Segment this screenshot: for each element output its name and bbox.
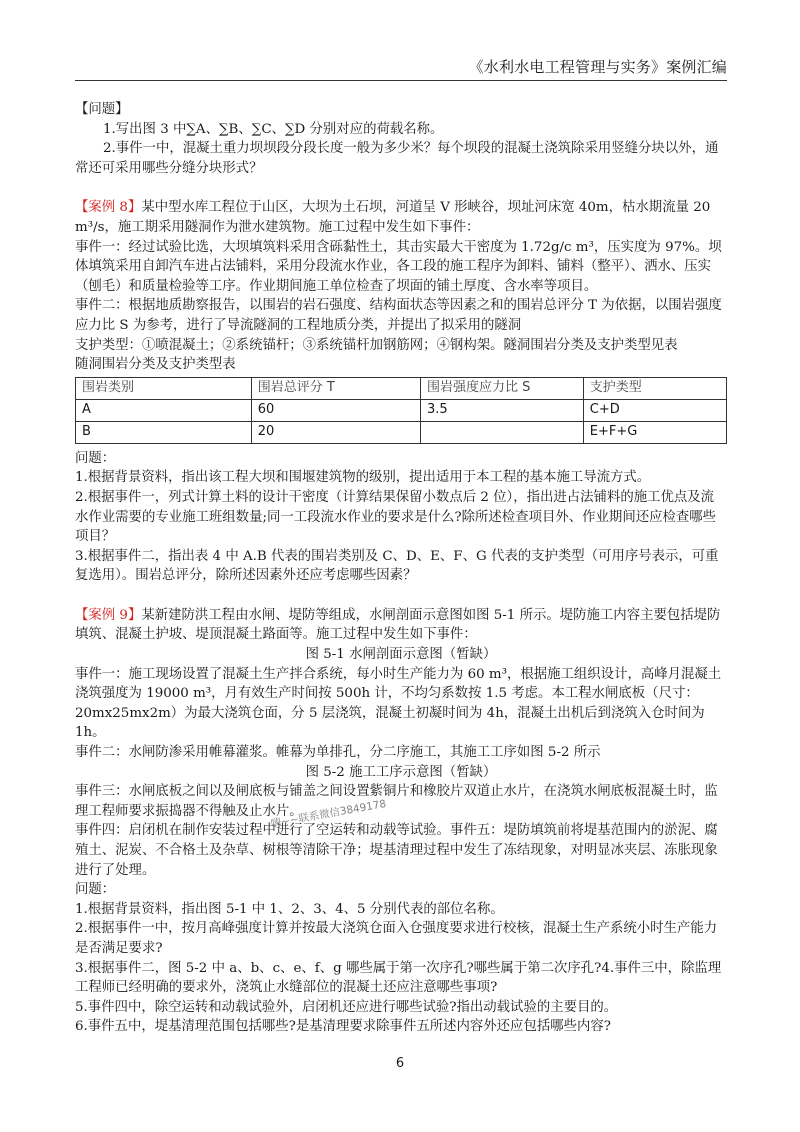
header-divider [75, 80, 727, 81]
figure-caption: 图 5-1 水闸剖面示意图（暂缺） [305, 647, 497, 663]
spacer [75, 586, 727, 606]
questions-heading: 问题： [75, 450, 116, 466]
question-item: 1.根据背景资料，指出该工程大坝和围堰建筑物的级别，提出适用于本工程的基本施工导流方式。 [75, 470, 651, 486]
table-row [76, 399, 727, 421]
table-cell: 20 [251, 421, 420, 443]
case-9-event-1: 事件一：施工现场设置了混凝土生产拌合系统，每小时生产能力为 60 m³，根据施工组织设计，高峰月混凝土浇筑强度为 19000 m³，月有效生产时间按 500h 计，不均匀系数按 1.5 考虑。本工程水闸底板（尺寸：20mx25mx2m）为最大浇筑仓面，分 5 层浇筑，混凝土初凝时间为 4h，混凝土出机后到浇筑入仓时间为 1h。 [75, 666, 722, 741]
questions-heading: 【问题】 [75, 102, 129, 117]
table-cell: A [76, 399, 252, 421]
question-item: 3.根据事件二，指出表 4 中 A.B 代表的围岩类别及 C、D、E、F、G 代表的支护类型（可用序号表示，可重复选用）。围岩总评分，除所述因素外还应考虑哪些因素？ [75, 548, 719, 584]
question-item: 5.事件四中，除空运转和动载试验外，启闭机还应进行哪些试验?指出动载试验的主要目的。 [75, 999, 618, 1015]
case-8-intro-text: 某中型水库工程位于山区，大坝为土石坝，河道呈 V 形峡谷，坝址河床宽 40m，枯水期流量 20 m³/s，施工期采用隧洞作为泄水建筑物。施工过程中发生如下事件： [75, 200, 711, 235]
page-number: 6 [395, 1056, 405, 1071]
case-9-event-2: 事件二：水闸防渗采用帷幕灌浆。帷幕为单排孔，分二序施工，其施工工序如图 5-2 所示 [75, 745, 601, 761]
question-item: 2.事件一中，混凝土重力坝坝段分段长度一般为多少米？每个坝段的混凝土浇筑除采用竖缝分块以外，通常还可采用哪些分缝分块形式？ [75, 141, 719, 176]
question-item: 3.根据事件二，图 5-2 中 a、b、c、e、f、g 哪些属于第一次序孔?哪些属于第二次序孔?4.事件三中，除监理工程师已经明确的要求外，浇筑止水缝部位的混凝土还应注意哪些事项? [75, 960, 722, 996]
case-8-tag: 【案例 8】 [75, 200, 142, 216]
question-item: 1.写出图 3 中∑A、∑B、∑C、∑D 分别对应的荷载名称。 [103, 121, 444, 137]
watermark-text: 嗨~~联系微信3849178 [269, 797, 388, 831]
question-item: 2.根据事件一，列式计算土料的设计干密度（计算结果保留小数点后 2 位），指出进占法铺料的施工优点及流水作业需要的专业施工班组数量;同一工段流水作业的要求是什么?除所述检查项目外、作业期间还应检查哪些项目？ [75, 489, 717, 545]
spacer [75, 178, 727, 198]
table-row [76, 421, 727, 443]
table-cell [421, 421, 584, 443]
case-9-intro [75, 606, 727, 645]
question-item: 1.根据背景资料，指出图 5-1 中 1、2、3、4、5 分别代表的部位名称。 [75, 901, 504, 917]
question-item: 6.事件五中，堤基清理范围包括哪些?是基清理要求除事件五所述内容外还应包括哪些内容? [75, 1019, 611, 1035]
questions-heading: 问题： [75, 882, 116, 898]
case-9-event-3: 事件三：水闸底板之间以及闸底板与铺盖之间设置紫铜片和橡胶片双道止水片，在浇筑水闸底板混凝土时，监理工程师要求振捣器不得触及止水片。 [75, 784, 718, 819]
table-header-row [76, 377, 727, 399]
table-cell: E+F+G [583, 421, 726, 443]
table-cell: B [76, 421, 252, 443]
table-header-cell: 支护类型 [583, 377, 726, 399]
table-caption: 随洞围岩分类及支护类型表 [75, 357, 236, 373]
question-item: 2.根据事件一中，按月高峰强度计算并按最大浇筑仓面入仓强度要求进行校核，混凝土生产系统小时生产能力是否满足要求? [75, 921, 718, 956]
table-cell: 60 [251, 399, 420, 421]
page-content [75, 100, 727, 1037]
table-cell: C+D [583, 399, 726, 421]
case-8-event-2: 事件二：根据地质勘察报告，以围岩的岩石强度、结构面状态等因素之和的围岩总评分 T 为依据，以围岩强度应力比 S 为参考，进行了导流隧洞的工程地质分类，并提出了拟采用的隧洞 [75, 298, 722, 333]
case-9-event-4-5: 事件四：启闭机在制作安装过程中进行了空运转和动载等试验。事件五：堤防填筑前将堤基范围内的淤泥、腐殖土、泥炭、不合格土及杂草、树根等清除干净；堤基清理过程中发生了冻结现象，对明显冰夹层、冻胀现象进行了处理。 [75, 823, 718, 878]
running-header: 《水利水电工程管理与实务》案例汇编 [468, 58, 727, 76]
table-header-cell: 围岩类别 [76, 377, 252, 399]
case-8-event-1: 事件一：经过试验比选，大坝填筑料采用含砾黏性土，其击实最大干密度为 1.72g/c m³，压实度为 97%。坝体填筑采用自卸汽车进占法铺料，采用分段流水作业，各工段的施工程序为卸料、铺料（整平）、洒水、压实（刨毛）和质量检验等工序。作业期间施工单位检查了坝面的铺土厚度、含水率等项目。 [75, 239, 722, 294]
case-9-tag: 【案例 9】 [75, 607, 142, 623]
case-9-intro-text: 某新建防洪工程由水闸、堤防等组成，水闸剖面示意图如图 5-1 所示。堤防施工内容主要包括堤防填筑、混凝土护坡、堤顶混凝土路面等。施工过程中发生如下事件： [75, 607, 721, 643]
table-header-cell: 围岩总评分 T [251, 377, 420, 399]
case-8-support-types: 支护类型：①喷混凝土；②系统锚杆；③系统锚杆加钢筋网；④钢构架。隧洞围岩分类及支护类型见表 [75, 337, 678, 353]
table-header-cell: 围岩强度应力比 S [421, 377, 584, 399]
figure-caption: 图 5-2 施工工序示意图（暂缺） [305, 764, 497, 780]
rock-classification-table [75, 377, 727, 444]
table-cell: 3.5 [421, 399, 584, 421]
case-8-intro [75, 198, 727, 237]
